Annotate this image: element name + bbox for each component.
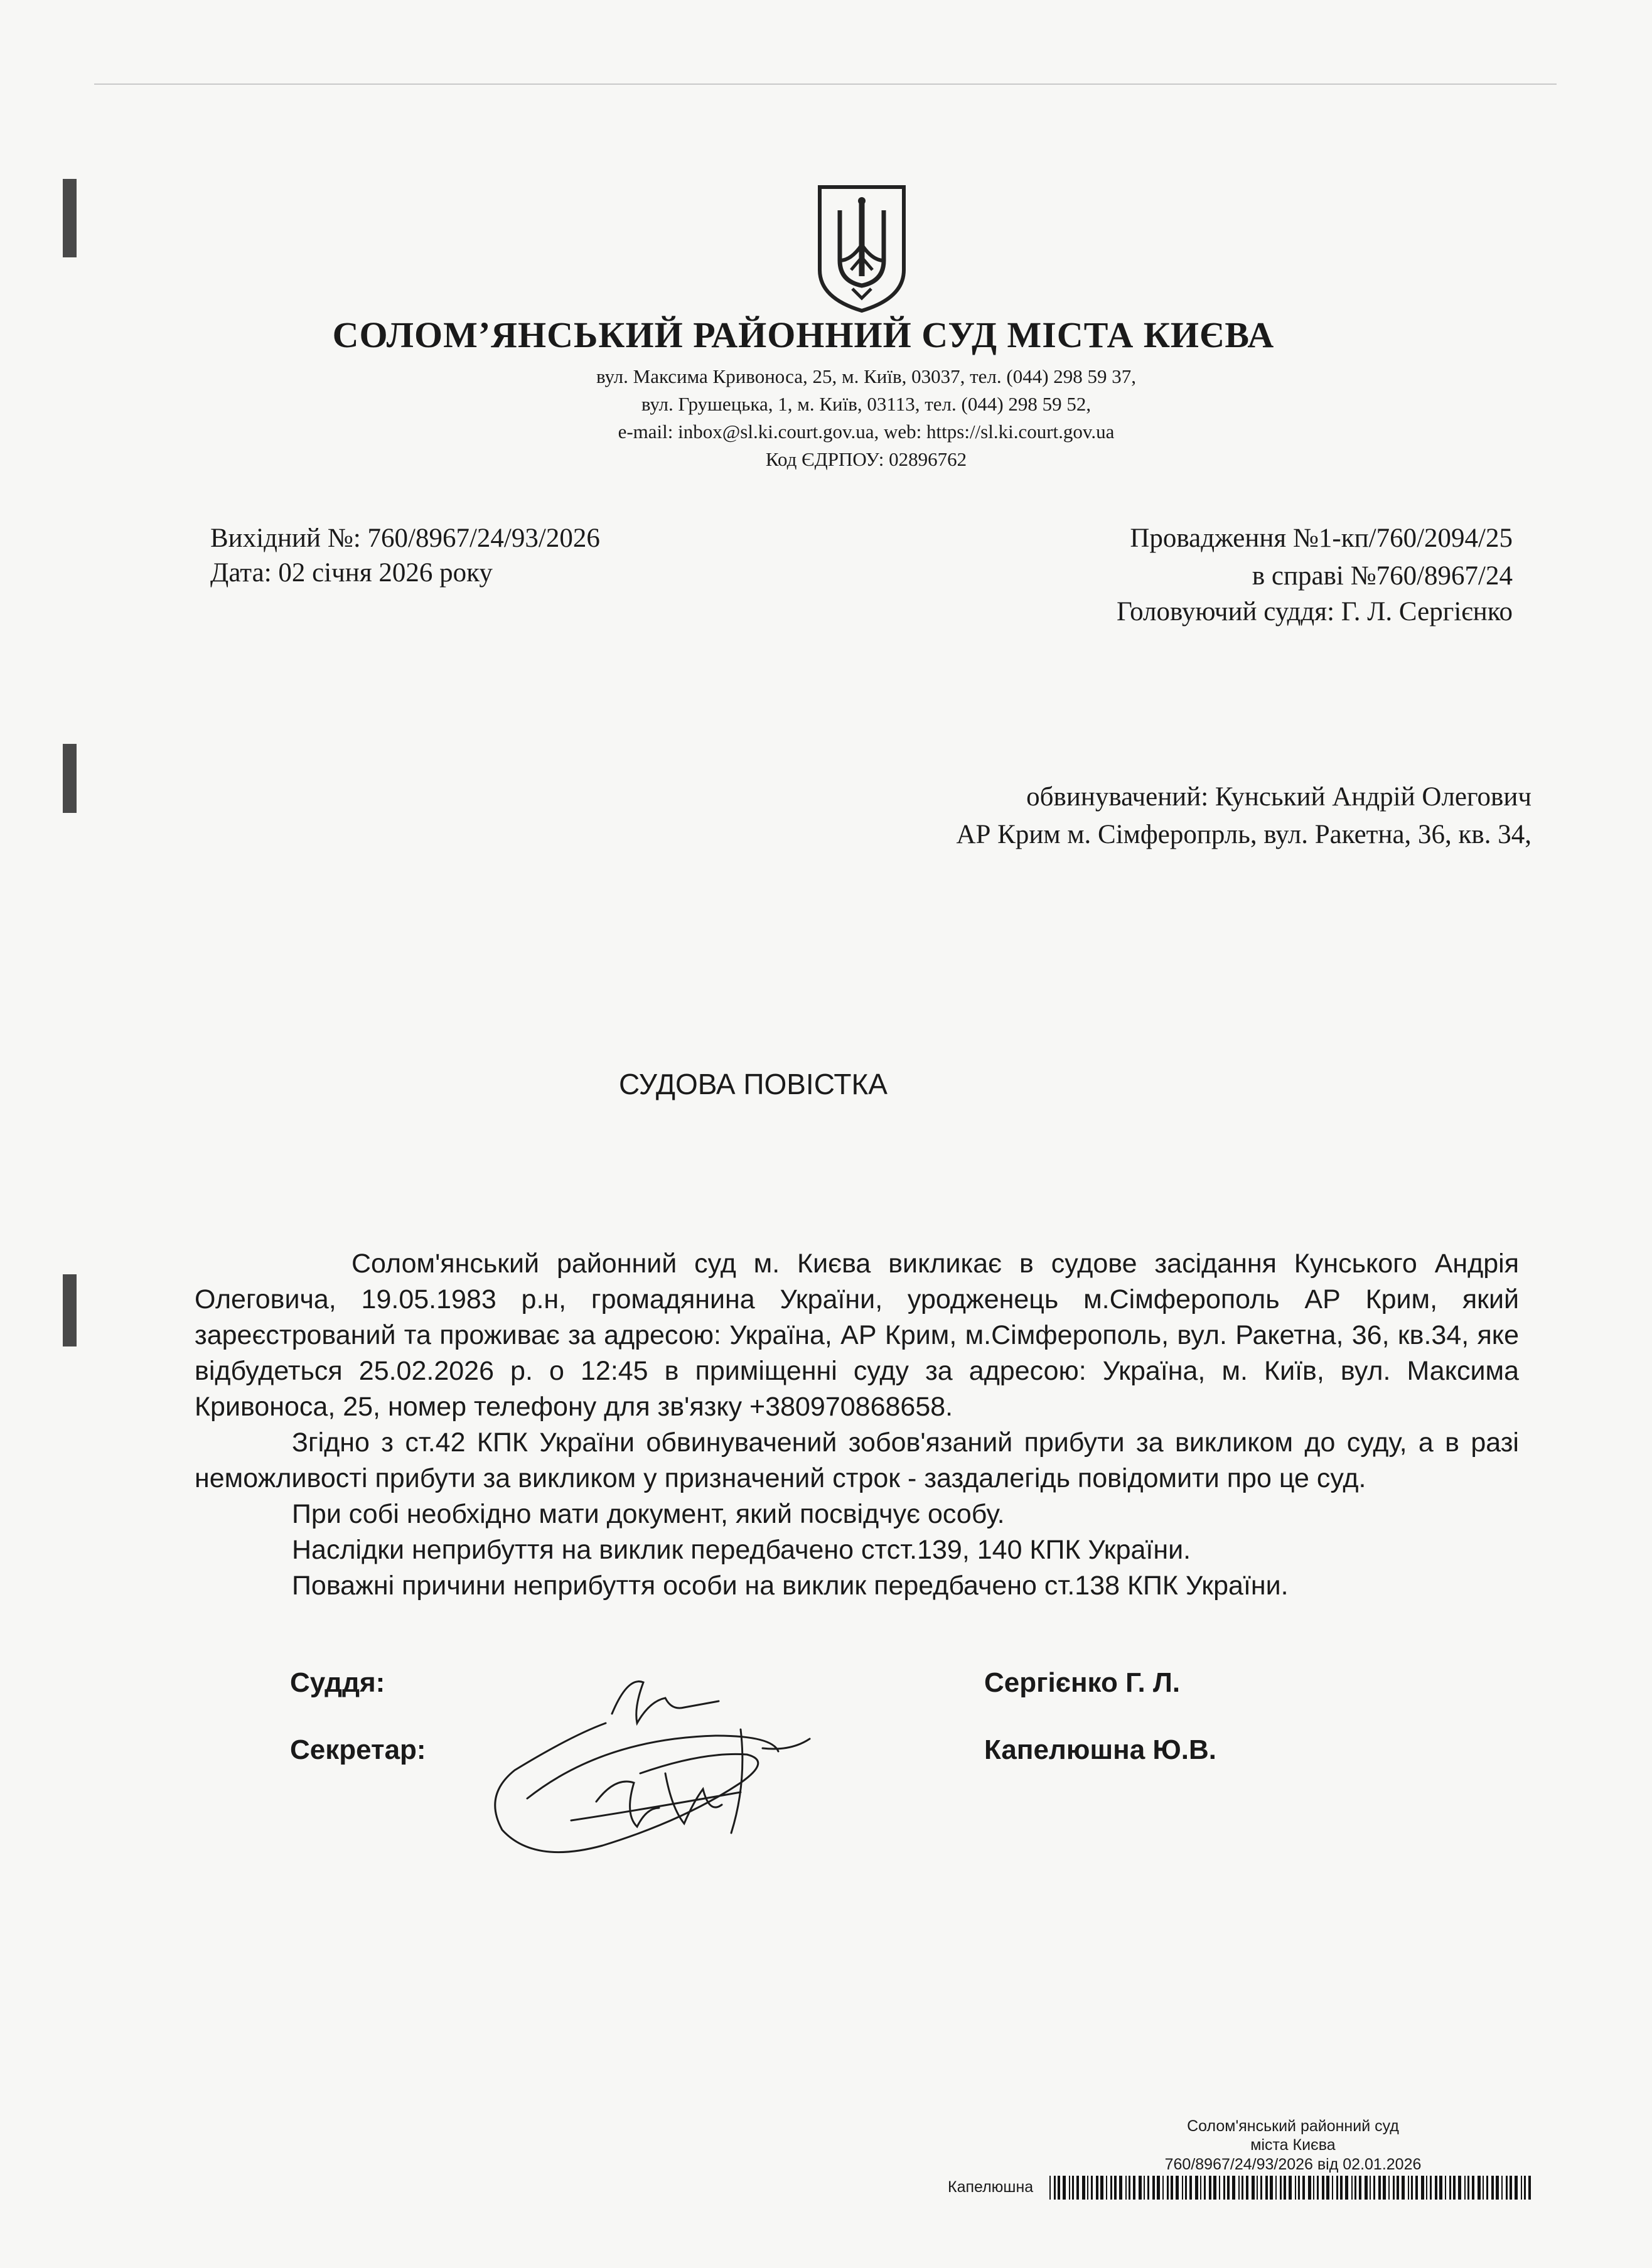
- court-address-line: вул. Максима Кривоноса, 25, м. Київ, 03037, тел. (044) 298 59 37,: [596, 365, 1137, 387]
- summons-paragraph: Солом'янський районний суд м. Києва викликає в судове засідання Кунського Андрія Олеговича, 19.05.1983 р.н, громадянина України, уродженець м.Сімферополь АР Крим, який зареєстрований та проживає за адресою: Україна, АР Крим, м.Сімферополь, вул. Ракетна, 36, кв.34, яке відбудеться 25.02.2026 р. о 12:45 в приміщенні суду за адресою: Україна, м. Київ, вул. Максима Кривоноса, 25, номер телефону для зв'язку +380970868658.: [195, 1249, 1519, 1422]
- court-address-line: вул. Грушецька, 1, м. Київ, 03113, тел. (044) 298 59 52,: [641, 393, 1092, 415]
- summons-paragraph: При собі необхідно мати документ, який посвідчує особу.: [292, 1499, 1005, 1529]
- stamp-barcode-label: Капелюшна: [948, 2178, 1034, 2196]
- barcode-icon: [1049, 2176, 1533, 2201]
- document-date: Дата: 02 січня 2026 року: [210, 558, 493, 588]
- outgoing-number: Вихідний №: 760/8967/24/93/2026: [210, 524, 600, 553]
- summons-paragraph: Наслідки неприбуття на виклик передбачено стст.139, 140 КПК України.: [292, 1535, 1191, 1565]
- stamp-court-name: Солом'янський районний суд: [1187, 2117, 1399, 2135]
- secretary-name: Капелюшна Ю.В.: [984, 1734, 1216, 1765]
- judge-label: Суддя:: [290, 1667, 385, 1698]
- case-number: в справі №760/8967/24: [1252, 561, 1513, 591]
- summons-paragraph: Поважні причини неприбуття особи на виклик передбачено ст.138 КПК України.: [292, 1571, 1289, 1601]
- court-name: СОЛОМ’ЯНСЬКИЙ РАЙОННИЙ СУД МІСТА КИЄВА: [332, 314, 1275, 355]
- stamp-city: міста Києва: [1250, 2136, 1336, 2154]
- court-contacts-line: e-mail: inbox@sl.ki.court.gov.ua, web: https://sl.ki.court.gov.ua: [618, 421, 1115, 443]
- scan-binder-mark: [63, 1274, 77, 1346]
- court-edrpou-line: Код ЄДРПОУ: 02896762: [765, 448, 967, 470]
- coat-of-arms-icon: [815, 182, 909, 315]
- scan-binder-mark: [63, 179, 77, 257]
- summons-body: [195, 1246, 1519, 1604]
- stamp-registration-number: 760/8967/24/93/2026 від 02.01.2026: [1164, 2156, 1422, 2173]
- page-top-edge: [94, 83, 1557, 85]
- recipient-address: АР Крим м. Сімферопрль, вул. Ракетна, 36, кв. 34,: [956, 820, 1531, 849]
- recipient-name: обвинувачений: Кунський Андрій Олегович: [1026, 782, 1531, 812]
- proceeding-number: Провадження №1-кп/760/2094/25: [1130, 524, 1513, 553]
- document-title: СУДОВА ПОВІСТКА: [619, 1068, 888, 1100]
- scan-binder-mark: [63, 744, 77, 813]
- judge-name: Сергієнко Г. Л.: [984, 1667, 1181, 1698]
- presiding-judge: Головуючий суддя: Г. Л. Сергієнко: [1117, 597, 1513, 626]
- secretary-label: Секретар:: [290, 1734, 426, 1765]
- summons-paragraph: Згідно з ст.42 КПК України обвинувачений зобов'язаний прибути за викликом до суду, а в разі неможливості прибути за викликом у призначений строк - заздалегідь повідомити про це суд.: [195, 1427, 1519, 1493]
- handwritten-signature-icon: [477, 1663, 829, 1871]
